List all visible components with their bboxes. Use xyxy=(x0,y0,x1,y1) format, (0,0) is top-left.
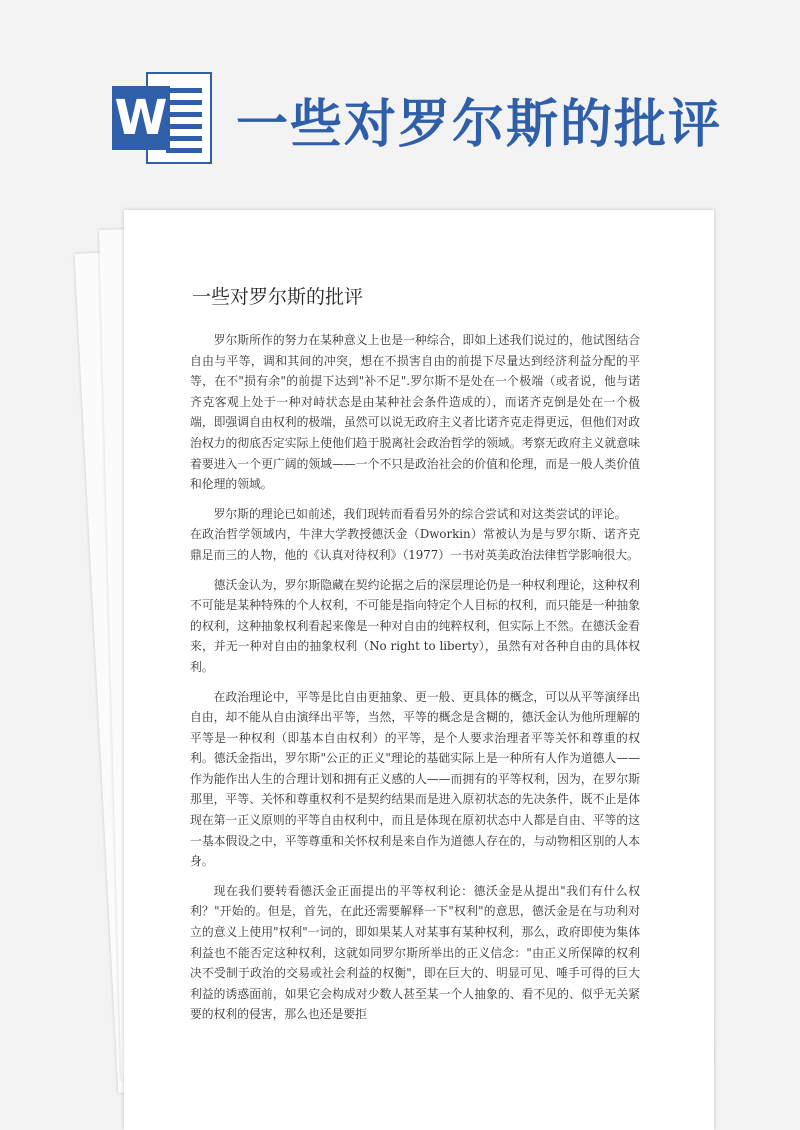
document-title: 一些对罗尔斯的批评 xyxy=(192,286,364,308)
banner-title: 一些对罗尔斯的批评 xyxy=(236,94,723,155)
paragraph: 罗尔斯所作的努力在某种意义上也是一种综合，即如上述我们说过的，他试图结合自由与平等，调和其间的冲突，想在不损害自由的前提下尽量达到经济利益分配的平等，在不"损有余"的前提下达到"补不足".罗尔斯不是处在一个极端（或者说，他与诺齐克客观上处于一种对峙状态是由某种社会条件造成的），而诺齐克倒是处在一个极端，即强调自由权利的极端，虽然可以说无政府主义者比诺齐克走得更远，但他们对政治权力的彻底否定实际上使他们趋于脱离社会政治哲学的领域。考察无政府主义就意味着要进入一个更广阔的领域——一个不只是政治社会的价值和伦理，而是一般人类价值和伦理的领域。 xyxy=(190,333,640,492)
paragraph: 罗尔斯的理论已如前述，我们现转而看看另外的综合尝试和对这类尝试的评论。 xyxy=(213,506,627,521)
document-body xyxy=(190,330,640,1034)
document-page xyxy=(124,210,714,1130)
word-letter: W xyxy=(112,86,170,150)
banner xyxy=(0,0,800,200)
paragraph: 在政治理论中，平等是比自由更抽象、更一般、更具体的概念，可以从平等演绎出自由，却不能从自由演绎出平等，当然，平等的概念是含糊的，德沃金认为他所理解的平等是一种权利（即基本自由权利）的平等，是个人要求治理者平等关怀和尊重的权利。德沃金指出，罗尔斯"公正的正义"理论的基础实际上是一种所有人作为道德人——作为能作出人生的合理计划和拥有正义感的人——而拥有的平等权利，因为，在罗尔斯那里，平等、关怀和尊重权利不是契约结果而是进入原初状态的先决条件，既不止是体现在第一正义原则的平等自由权利中，而且是体现在原初状态中人都是自由、平等的这一基本假设之中，平等尊重和关怀权利是来自作为道德人存在的，与动物相区别的人本身。 xyxy=(190,689,640,869)
paragraph: 德沃金认为，罗尔斯隐藏在契约论据之后的深层理论仍是一种权利理论，这种权利不可能是某种特殊的个人权利，不可能是指向特定个人目标的权利，而只能是一种抽象的权利，这种抽象权利看起来像是一种对自由的纯粹权利，但实际上不然。在德沃金看来，并无一种对自由的抽象权利（No right to liberty），虽然有对各种自由的具体权利。 xyxy=(190,577,640,674)
paragraph: 在政治哲学领域内，牛津大学教授德沃金（Dworkin）常被认为是与罗尔斯、诺齐克鼎足而三的人物，他的《认真对待权利》（1977）一书对英美政治法律哲学影响很大。 xyxy=(190,527,640,562)
word-icon xyxy=(112,72,217,164)
paragraph: 现在我们要转看德沃金正面提出的平等权利论：德沃金是从提出"我们有什么权利？"开始的。但是，首先，在此还需要解释一下"权利"的意思，德沃金是在与功利对立的意义上使用"权利"一词的，即如果某人对某事有某种权利，那么，政府即使为集体利益也不能否定这种权利，这就如同罗尔斯所举出的正义信念："由正义所保障的权利决不受制于政治的交易或社会利益的权衡"，即在巨大的、明显可见、唾手可得的巨大利益的诱惑面前，如果它会构成对少数人甚至某一个人抽象的、看不见的、似乎无关紧要的权利的侵害，那么也还是要拒 xyxy=(190,883,640,1022)
